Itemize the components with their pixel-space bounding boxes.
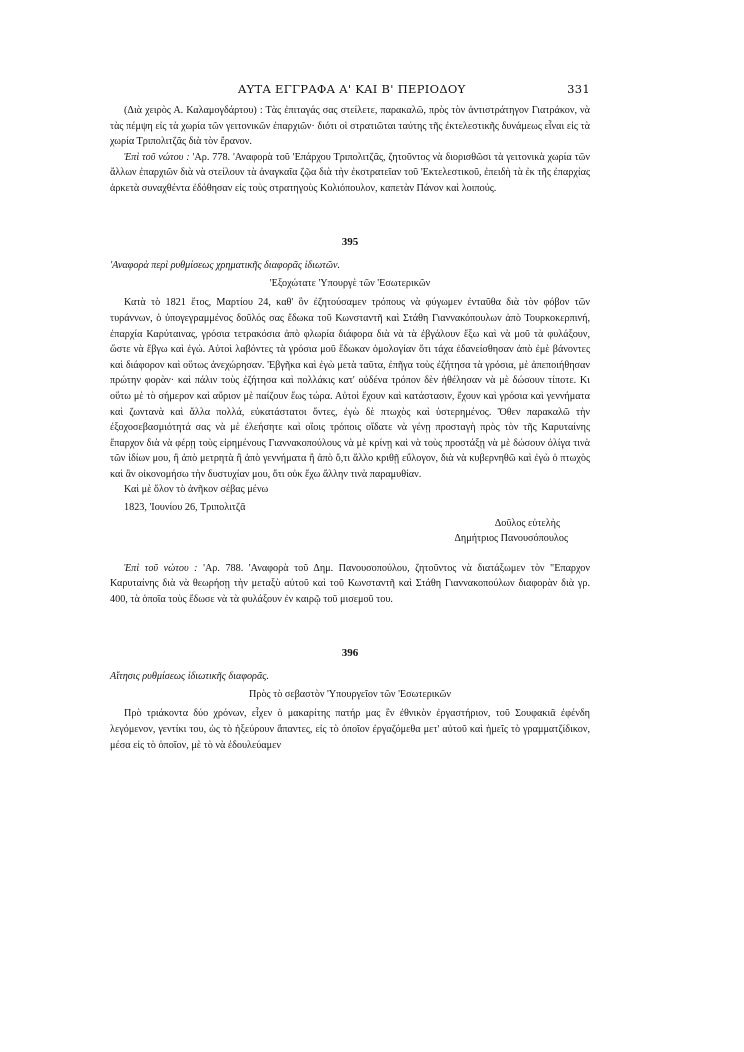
- signature-line-1: Δοῦλος εὐτελὴς: [494, 517, 560, 529]
- address-line-395: 'Εξοχώτατε 'Υπουργὲ τῶν 'Εσωτερικῶν: [269, 277, 431, 289]
- verso-note-395: [110, 561, 590, 608]
- address-line-396: Πρὸς τὸ σεβαστὸν 'Υπουργεῖον τῶν 'Εσωτερικῶν: [249, 688, 451, 700]
- document-number-396: 396: [341, 646, 359, 659]
- verso-text: 'Αρ. 788. 'Αναφορὰ τοῦ Δημ. Πανουσοπούλου, ζητοῦντος νὰ διατάξωμεν τὸν "Επαρχον Καρυταίνης διὰ νὰ θεωρήσῃ τὴν μεταξὺ αὐτοῦ καὶ τοῦ Κωνσταντῆ καὶ Στάθη Γιαννακοπούλων διαφορὰν διὰ γρ. 400, τὰ ὁποῖα τοὺς ἔδωσε νὰ τὰ φυλάξουν ἐν καιρῷ τοῦ μισεμοῦ του.: [110, 562, 591, 606]
- document-body-395: Κατὰ τὸ 1821 ἔτος, Μαρτίου 24, καθ' ὃν ἐζητούσαμεν τρόπους νὰ φύγωμεν ἐνταῦθα διὰ τὸν φόβον τῶν τυράννων, ὁ ὑπογεγραμμένος δοῦλός σας ἔδωκα τοῦ Κωνσταντῆ καὶ Στάθη Γιαννακόπουλων ἀπὸ Τουρκοκερπινή, ἐπαρχία Καρύταινας, γρόσια τετρακόσια ἀπὸ φλωρία διάφορα διὰ νὰ τὰ ἐβγάλουν ἔξω καὶ νὰ μοῦ τὰ φυλάξουν, ὥστε νὰ ἔβγω καὶ ἐγώ. Αὐτοὶ λαβόντες τὰ γρόσια μοῦ ἔδωκαν ὁμολογίαν ὅτι τάχα ἐδανείσθησαν ἀπὸ ἐμὲ βάνοντες καὶ διάφορον καὶ οὕτως ἀνεχώρησαν. 'Εβγῆκα καὶ ἐγὼ μετὰ ταῦτα, ἐπῆγα τοὺς ἐζήτησα τὰ γρόσια, μὲ ἀπεποιήθησαν πρώτην φορὰν· καὶ πάλιν τοὺς ἐζήτησα καὶ πολλάκις κατ' οὐδένα τρόπον δὲν ἠθέλησαν νὰ μὲ δώσουν τίποτε. Κι οὕτω μὲ τὸ σήμερον καὶ αὔριον μὲ παίζουν ἕως τώρα. Αὐτοὶ ἔχουν καὶ κατάστασιν, ἔχουν καὶ γρόσια καὶ γεννήματα καὶ ζωντανὰ καὶ ἄλλα πολλά, εὐκατάστατοι ὄντες, ἐγὼ δὲ πτωχὸς καὶ ὑστερημένος. Ὅθεν παρακαλῶ τὴν ἐξοχοσεβασμιότητά σας νὰ μὲ ἐλεήσητε καὶ οἵοις τρόποις οἴδατε νὰ γένῃ προσταγὴ πρὸς τὸν τῆς Καρυταίνης ἔπαρχον διὰ νὰ φέρῃ τοὺς εἰρημένους Γιαννακοπούλους νὰ μὲ κρίνῃ καὶ νὰ τοὺς προστάξῃ νὰ μὲ δώσουν ὀλίγα τινὰ τῶν ἰδίων μου, ἢ ἀπὸ μετρητὰ ἢ ἀπὸ γεννήματα ἢ ἀπὸ ὅ,τι ἄλλο κριθῇ εὔλογον, διὰ νὰ κυβερνηθῶ καὶ ἐγὼ ὁ πτωχὸς καὶ ἂν οἰκονομήσω τὴν δυστυχίαν μου, ὅτι οὐκ ἔχω ἄλλην τινὰ παραμυθίαν.: [110, 297, 590, 480]
- verso-label: Ἐπὶ τοῦ νώτου :: [124, 151, 190, 163]
- document-title-395: 'Αναφορὰ περὶ ρυθμίσεως χρηματικῆς διαφορᾶς ἰδιωτῶν.: [110, 260, 341, 272]
- running-title: ΑΥΤΑ ΕΓΓΡΑΦΑ Α' ΚΑΙ Β' ΠΕΡΙΟΔΟΥ: [238, 82, 466, 96]
- page-number: 331: [567, 82, 590, 96]
- verso-text: 'Αρ. 778. 'Αναφορὰ τοῦ 'Επάρχου Τριπολιτζᾶς, ζητοῦντος νὰ διορισθῶσι τὰ γειτονικὰ χωρία τῶν ἄλλων ἐπαρχιῶν διὰ νὰ στείλουν τὰ ἀναγκαῖα ζῷα διὰ τὴν ἐκστρατεῖαν τοῦ 'Εκτελεστικοῦ, ἐπειδὴ τὰ ἐκ τῆς ἐπαρχίας ἀρκετὰ συναχθέντα ἐδόθησαν εἰς τοὺς στρατηγοὺς Κολιόπουλον, καπετὰν Πάνον καὶ λοιπούς.: [110, 151, 590, 194]
- intro-paragraph: (Διὰ χειρὸς Α. Καλαμογδάρτου) : Τὰς ἐπιταγάς σας στείλετε, παρακαλῶ, πρὸς τὸν ἀντιστράτηγον Γιατράκον, νὰ τὰς πέμψη εἰς τὰ χωρία τῶν γειτονικῶν ἐπαρχιῶν· διότι οἱ στρατιῶται ταύτης τῆς ἐκτελεστικῆς δυνάμεως εἶναι εἰς τὰ χωρία Τριπολιτζᾶς διὰ τὸν ἔρανον.: [110, 105, 590, 148]
- date-place-395: 1823, 'Ιουνίου 26, Τριπολιτζᾶ: [124, 502, 246, 514]
- document-title-396: Αἴτησις ρυθμίσεως ἰδιωτικῆς διαφορᾶς.: [110, 671, 269, 683]
- document-number-395: 395: [341, 235, 359, 248]
- signature-line-2: Δημήτριος Πανουσόπουλος: [454, 533, 568, 545]
- intro-verso-note: [110, 150, 590, 197]
- document-body-396: Πρὸ τριάκοντα δύο χρόνων, εἶχεν ὁ μακαρίτης πατήρ μας ἓν ἐθνικὸν ἐργαστήριον, τοῦ Σουφακιᾶ ἐφένδη λεγόμενον, γεντίκι του, ὡς τὸ ἠξεύρουν ἅπαντες, εἰς τὸ ὁποῖον ἐργαζόμεθα μετ' αὐτοῦ καὶ ἡμεῖς τὸ γραμματζίδικον, μέσα εἰς τὸ ὁποῖον, μὲ τὸ νὰ ἐδουλεύαμεν: [110, 708, 590, 751]
- verso-label: Ἐπὶ τοῦ νώτου :: [124, 562, 198, 574]
- page-body: [110, 103, 590, 753]
- closing-formula-395: Καὶ μὲ ὅλον τὸ ἀνῆκον σέβας μένω: [124, 484, 269, 496]
